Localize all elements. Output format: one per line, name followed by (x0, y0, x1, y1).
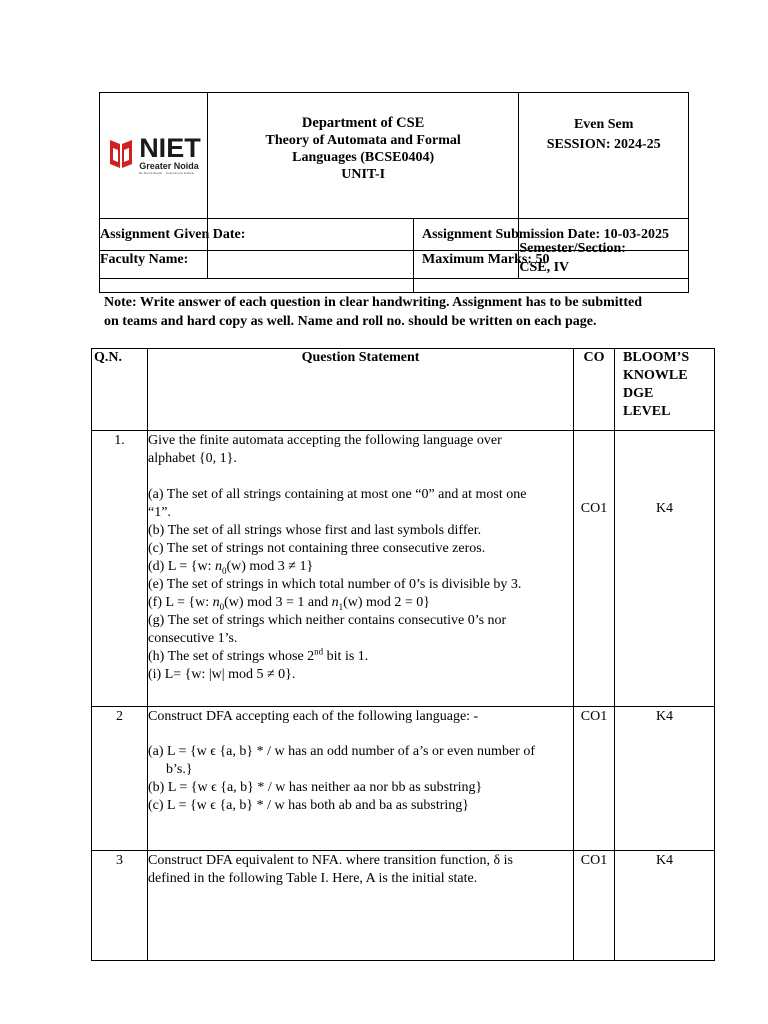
qn-header: Q.N. (92, 349, 148, 431)
subject-line-2: Languages (BCSE0404) (292, 150, 435, 165)
co-header: CO (574, 349, 615, 431)
co-value: CO1 (574, 707, 615, 851)
question-row (92, 707, 715, 851)
level-value: K4 (615, 707, 715, 851)
co-value: CO1 (574, 851, 615, 961)
co-value: CO1 (574, 431, 615, 707)
max-marks-label: Maximum Marks: 50 (414, 251, 689, 293)
bloom-header: BLOOM’S KNOWLE DGE LEVEL (615, 349, 715, 431)
session-label: SESSION: 2024-25 (546, 137, 661, 152)
session-cell (519, 93, 689, 219)
question-number: 2 (92, 707, 148, 851)
submission-date-label: Assignment Submission Date: 10-03-2025 (414, 219, 689, 251)
note-text (104, 293, 724, 331)
section-label: Semester/Section: (519, 241, 626, 256)
given-date-label: Assignment Given Date: (100, 219, 414, 251)
level-value: K4 (615, 851, 715, 961)
section-value: CSE, IV (519, 260, 570, 275)
faculty-name-label: Faculty Name: (100, 251, 414, 293)
note-line-2: on teams and hard copy as well. Name and roll no. should be written on each page. (104, 314, 597, 329)
department-title: Department of CSE (301, 115, 425, 131)
logo-name: NIET (139, 132, 201, 163)
question-number: 3 (92, 851, 148, 961)
logo-subtitle: Greater Noida (139, 160, 199, 171)
assignment-info-table (99, 218, 689, 293)
question-statement: Construct DFA accepting each of the following language: - (a) L = {w ϵ {a, b} * / w has an odd number of a’s or even number of b’s.} (b) L = {w ϵ {a, b} * / w has neither aa nor bb as substring} (c) L = {w ϵ {a, b} * / w has both ab and ba as substring} (148, 707, 574, 851)
question-statement: Construct DFA equivalent to NFA. where transition function, δ is defined in the following Table I. Here, A is the initial state. (148, 851, 574, 961)
question-row (92, 851, 715, 961)
statement-header: Question Statement (148, 349, 574, 431)
unit-label: UNIT-I (341, 167, 386, 182)
semester-label: Even Sem (573, 117, 634, 132)
question-table (91, 348, 715, 961)
subject-line-1: Theory of Automata and Formal (265, 133, 461, 148)
level-value: K4 (615, 431, 715, 707)
note-line-1: Note: Write answer of each question in clear handwriting. Assignment has to be submitted (104, 295, 642, 310)
niet-logo (106, 132, 201, 175)
logo-emblem-icon (106, 138, 136, 172)
question-statement: Give the finite automata accepting the following language over alphabet {0, 1}. (a) The set of all strings containing at most one “0” and at most one “1”. (b) The set of all strings whose first and last symbols differ. (c) The set of strings not containing three consecutive zeros. (d) L = {w: $n_0(w)$ mod 3 ≠ 1} (e) The set of strings in which total number of 0’s is divisible by 3. (f) L = {w: $n_0(w)$ mod 3 = 1 and $n_1(w)$ mod 2 = 0} (g) The set of strings which neither contains consecutive 0’s nor consecutive 1’s. (h) The set of strings whose 2nd bit is 1. (i) L= {w: |w| mod 5 ≠ 0}. (148, 431, 574, 707)
question-row (92, 431, 715, 707)
logo-tagline: Be Future Ready Autonomous Institute (139, 170, 195, 175)
question-number: 1. (92, 431, 148, 707)
